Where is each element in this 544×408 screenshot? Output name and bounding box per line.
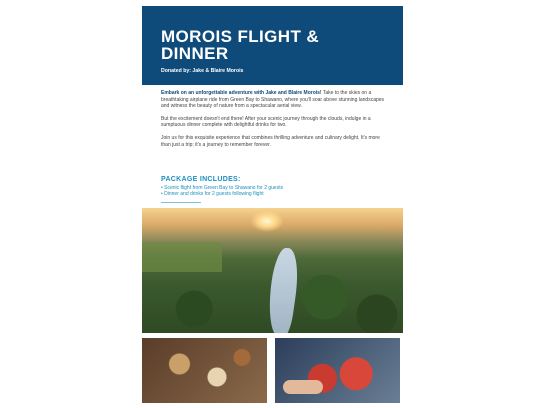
divider — [161, 202, 201, 203]
page-title-text: MOROIS FLIGHT & DINNER — [161, 27, 320, 63]
paragraph-3: Join us for this exquisite experience that combines thrilling adventure and culinary delight. It's more than just a trip; it's a journey to remember forever. — [161, 134, 380, 148]
paragraph-2: But the excitement doesn't end there! After your scenic journey through the clouds, indulge in a sumptuous dinner complete with delightful drinks for two. — [161, 115, 371, 129]
farm-field — [142, 242, 222, 272]
package-heading: PACKAGE INCLUDES: — [161, 176, 241, 183]
description — [161, 90, 387, 154]
donor-line: Donated by: Jake & Blaire Morois — [161, 68, 244, 74]
hand — [283, 380, 323, 394]
package-list — [161, 185, 283, 198]
title-banner — [142, 6, 403, 85]
page-title — [161, 28, 321, 62]
intro-rest: Take to the skies on a breathtaking airplane ride from Green Bay to Shawano, where you'll soar above stunning landscapes and witness the beauty of nature from a spectacular aerial view. — [161, 90, 385, 110]
auction-sheet — [142, 6, 403, 403]
cocktails-photo — [275, 338, 400, 403]
dinner-table-photo — [142, 338, 267, 403]
sun-glow — [250, 210, 284, 232]
package-item-dinner: • Dinner and drinks for 2 guests following flight — [161, 191, 264, 198]
package-item-flight: • Scenic flight from Green Bay to Shawano for 2 guests — [161, 185, 284, 191]
intro-lead: Embark on an unforgettable adventure with Jake and Blaire Morois! — [161, 90, 322, 96]
intro-paragraph — [161, 90, 387, 110]
forest — [142, 273, 403, 333]
aerial-sunset-photo — [142, 208, 403, 333]
